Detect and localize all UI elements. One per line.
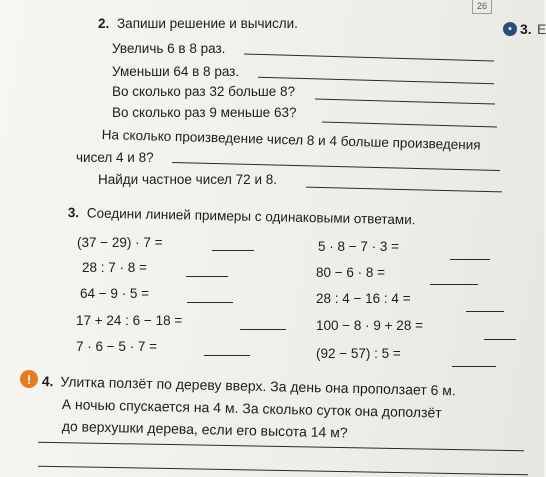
right-answer-line-5[interactable]	[452, 366, 496, 367]
task2-item-4: Во сколько раз 9 меньше 63?	[112, 105, 297, 120]
sun-icon: •	[503, 22, 517, 36]
task2-item-2: Уменьши 64 в 8 раз.	[112, 64, 240, 79]
right-answer-line-1[interactable]	[450, 259, 490, 260]
page-number: 26	[472, 0, 492, 14]
right-example-5: (92 − 57) : 5 =	[316, 346, 401, 361]
exclamation-icon: !	[20, 370, 38, 388]
left-example-4: 17 + 24 : 6 − 18 =	[76, 313, 183, 328]
task2-item-5: На сколько произведение чисел 8 и 4 больше произведения	[101, 127, 481, 153]
right-example-4: 100 − 8 · 9 + 28 =	[316, 318, 423, 333]
side-task-number: 3.	[520, 21, 532, 37]
task2-item-3: Во сколько раз 32 больше 8?	[112, 84, 296, 99]
left-example-1: (37 − 29) · 7 =	[77, 235, 163, 250]
right-example-3: 28 : 4 − 16 : 4 =	[316, 291, 411, 306]
right-example-1: 5 · 8 − 7 · 3 =	[318, 239, 400, 254]
task2-item-6: чисел 4 и 8?	[76, 150, 154, 165]
right-answer-line-3[interactable]	[466, 311, 504, 312]
left-answer-line-4[interactable]	[240, 329, 286, 330]
left-answer-line-2[interactable]	[186, 276, 228, 277]
left-example-3: 64 − 9 · 5 =	[80, 286, 150, 301]
task2-title: Запиши решение и вычисли.	[117, 16, 298, 31]
task4-text-1: Улитка ползёт по дереву вверх. За день она проползает 6 м.	[60, 373, 456, 399]
left-answer-line-1[interactable]	[212, 250, 254, 251]
left-answer-line-3[interactable]	[187, 302, 233, 303]
left-example-2: 28 : 7 · 8 =	[82, 260, 147, 275]
left-answer-line-5[interactable]	[204, 355, 250, 356]
task4-line-2: А ночью спускается на 4 м. За сколько суток она доползёт	[61, 396, 442, 421]
task3-title: Соедини линией примеры с одинаковыми ответами.	[86, 205, 416, 228]
task2-header	[98, 16, 298, 31]
task2-item-7: Найди частное чисел 72 и 8.	[98, 172, 277, 187]
task2-number: 2.	[98, 16, 110, 31]
right-answer-line-2[interactable]	[430, 284, 478, 285]
right-example-2: 80 − 6 · 8 =	[316, 265, 386, 280]
task4-line-3: до верхушки дерева, если его высота 14 м?	[61, 418, 348, 441]
right-answer-line-4[interactable]	[484, 339, 516, 340]
left-example-5: 7 · 6 − 5 · 7 =	[76, 339, 158, 354]
side-task-cut-text: Е	[537, 21, 546, 37]
task3-number: 3.	[67, 205, 80, 221]
task4-number: 4.	[41, 373, 54, 390]
task2-item-1: Увеличь 6 в 8 раз.	[112, 41, 226, 56]
